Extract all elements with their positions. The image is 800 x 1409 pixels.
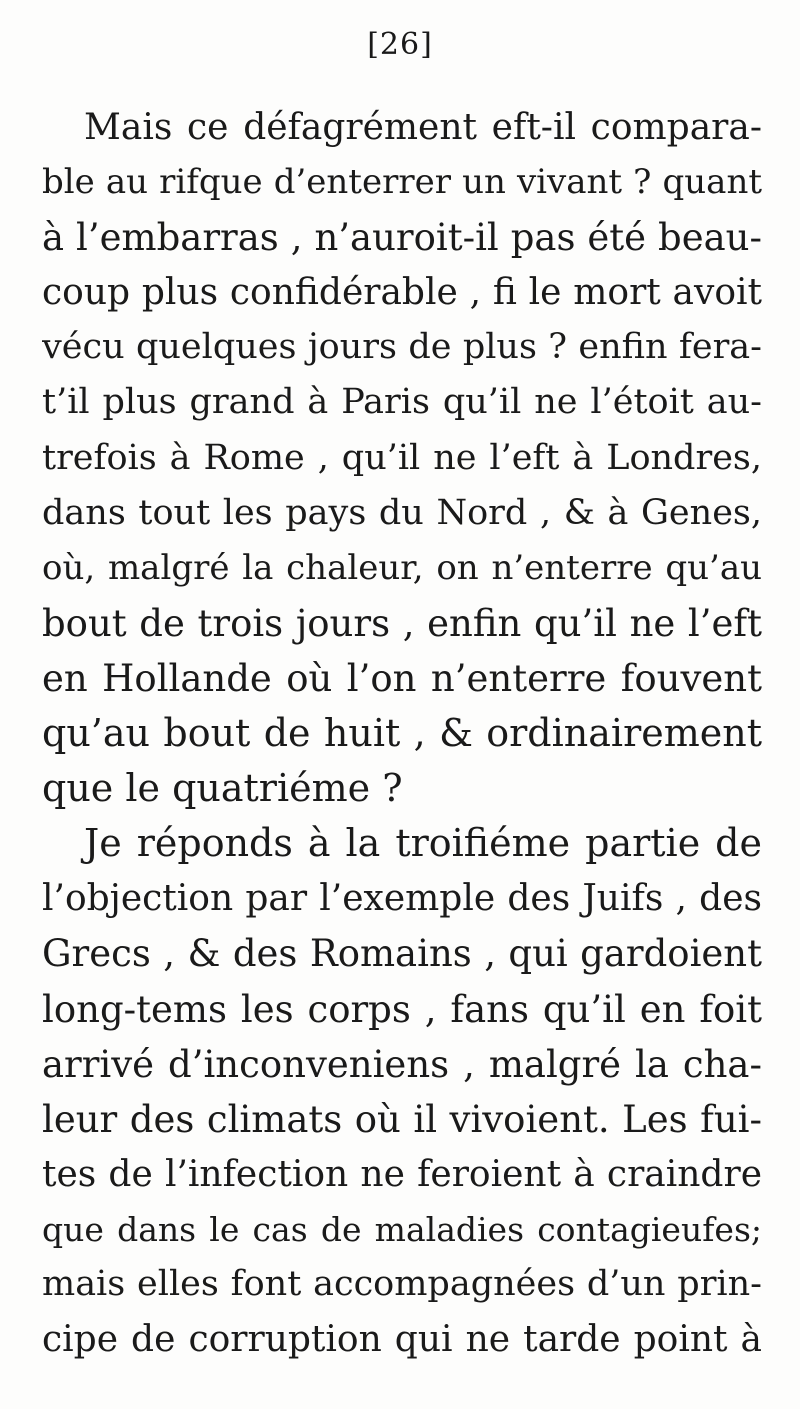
text-line: que le quatriéme ? (42, 766, 403, 811)
text-line: que dans le cas de maladies contagieufes; (42, 1209, 762, 1249)
text-line: l’objection par l’exemple des Juifs , des (42, 878, 762, 920)
text-line: ble au rifque d’enterrer un vivant ? quant (42, 162, 762, 203)
text-line: qu’au bout de huit , & ordinairement (42, 711, 762, 756)
text-line: arrivé d’inconveniens , malgré la cha- (42, 1042, 762, 1086)
text-line: mais elles font accompagnées d’un prin- (42, 1263, 762, 1304)
text-line: t’il plus grand à Paris qu’il ne l’étoit au- (42, 382, 762, 423)
text-line: Je réponds à la troifiéme partie de (84, 821, 762, 866)
text-line: Grecs , & des Romains , qui gardoient (42, 932, 762, 976)
text-line: cipe de corruption qui ne tarde point à (42, 1319, 762, 1361)
text-line: à l’embarras , n’auroit-il pas été beau- (42, 216, 762, 260)
text-line: tes de l’infection ne feroient à craindre (42, 1153, 762, 1195)
text-line: bout de trois jours , enfin qu’il ne l’eft (42, 601, 762, 645)
text-line: en Hollande où l’on n’enterre fouvent (42, 656, 762, 700)
text-line: Mais ce défagrément eft-il compara- (84, 107, 762, 148)
text-line: leur des climats où il vivoient. Les fui- (42, 1097, 762, 1141)
page-number: [26] (367, 27, 433, 62)
text-line: trefois à Rome , qu’il ne l’eft à Londres, (42, 437, 762, 478)
text-line: vécu quelques jours de plus ? enfin fera- (42, 327, 762, 368)
text-line: dans tout les pays du Nord , & à Genes, (42, 492, 762, 533)
body-text (42, 100, 762, 1367)
text-line: long-tems les corps , fans qu’il en foit (42, 987, 762, 1031)
text-line: où, malgré la chaleur, on n’enterre qu’au (42, 547, 762, 588)
text-line: coup plus confidérable , fi le mort avoit (42, 272, 762, 314)
